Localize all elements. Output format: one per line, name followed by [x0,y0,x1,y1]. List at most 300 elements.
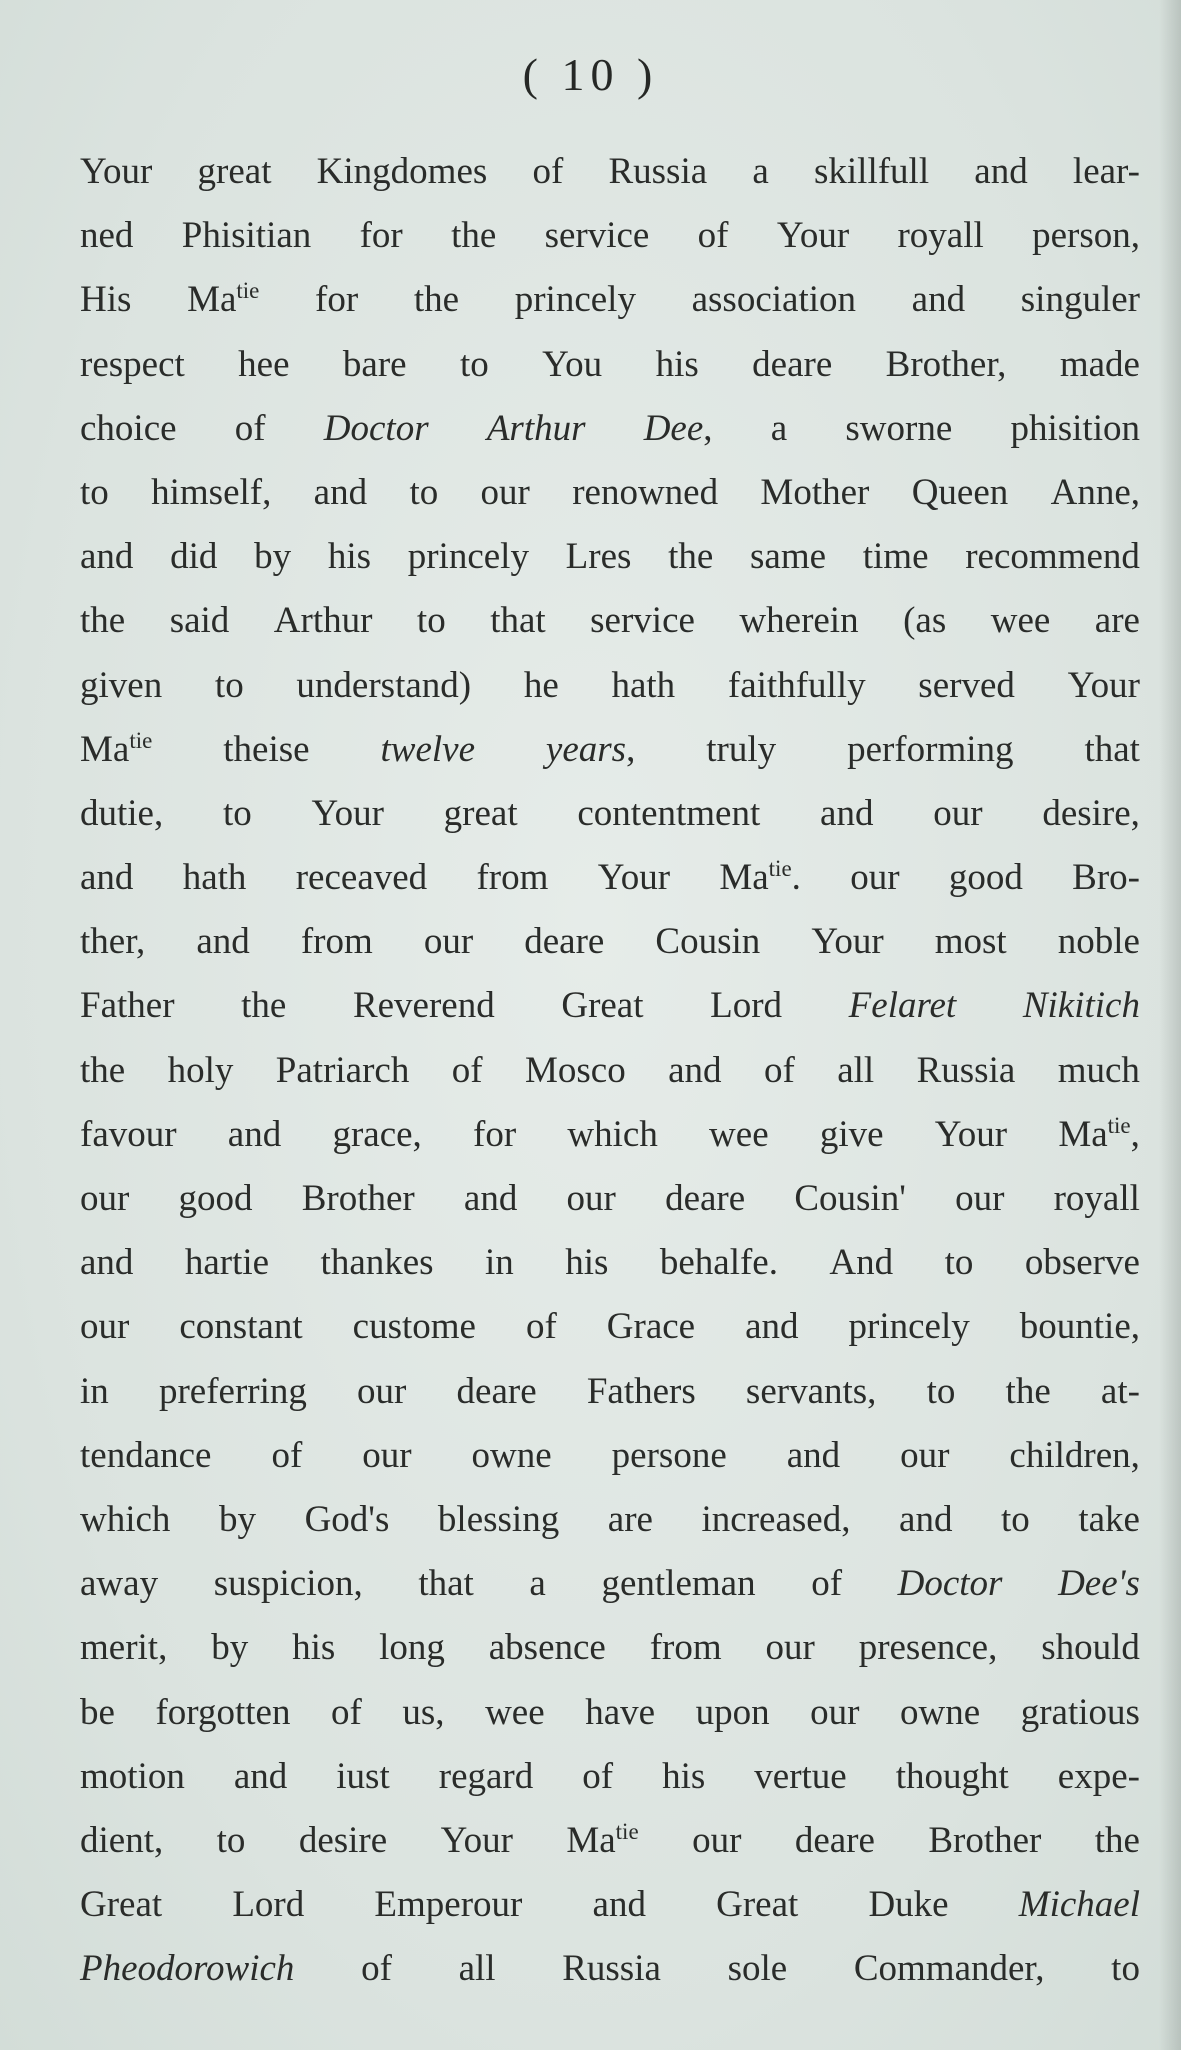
word: that [418,1563,474,1605]
word-token [317,140,488,204]
word-token [612,1424,727,1488]
word: of [271,1434,303,1476]
word-token [214,1552,363,1616]
word: to [459,343,489,385]
text-line [80,397,1140,461]
word-token [1072,846,1140,910]
word-token [716,1873,798,1937]
word: have [585,1691,656,1733]
word-token [728,1937,788,2001]
word: Reverend [352,985,495,1027]
word: receaved [295,857,428,899]
word: constant [179,1306,303,1348]
abbreviation-superscript: tie [129,727,153,753]
word: did [170,536,218,578]
word-token [196,910,249,974]
word: our [80,1306,130,1348]
word: for [359,215,403,257]
word-token [80,782,163,846]
word: and [313,471,368,513]
word-token [598,846,670,910]
word: absence [488,1627,606,1669]
word: our [80,1178,130,1219]
word-token [223,782,252,846]
word-token [476,846,548,910]
word-token [739,589,858,653]
word: observe [1024,1242,1140,1284]
word: Mother [760,471,870,513]
word-token [903,589,946,653]
word: his [655,343,699,385]
word: of [811,1563,843,1605]
word-token [80,910,145,974]
word-token [1051,461,1140,525]
word: Dee [643,407,704,449]
word: to [214,664,244,706]
word-token [1111,1937,1140,2001]
word: deare [456,1370,537,1412]
word: and [80,536,134,578]
word-token [660,1231,778,1295]
text-line [80,1681,1140,1745]
word-token [1054,1167,1140,1231]
word: our [810,1691,860,1733]
word-token [80,1039,125,1103]
word-token [515,268,636,332]
word-token [299,1809,387,1873]
word: served [918,664,1015,706]
word-token [1041,1616,1140,1680]
word-token [696,1681,770,1745]
word-token [80,846,133,910]
word-token [353,974,495,1038]
word-token [80,140,152,204]
word-token [234,1745,287,1809]
word: Your [776,215,850,257]
word: at- [1100,1370,1140,1412]
word-token [296,654,471,718]
word-token [223,718,309,782]
word: to [926,1370,956,1412]
word: and [233,1755,288,1797]
word: Grace [606,1306,696,1348]
word-token [777,204,849,268]
word-token [794,1167,906,1231]
word: given [80,664,163,706]
word-token [1019,1873,1140,1937]
word-token [868,1873,948,1937]
word-token [179,1295,302,1359]
word-token [276,1039,410,1103]
word: wee [990,600,1051,642]
word: of [331,1691,362,1733]
word: the [451,215,497,257]
word-token [814,140,929,204]
word: dutie, [80,792,164,834]
word: of [763,1049,795,1091]
word: by [219,1498,256,1540]
word: service [544,215,650,257]
word: renowned [572,471,719,513]
text-line [80,1937,1140,2001]
word: Cousin [655,921,761,963]
word-token [601,1552,755,1616]
word-token [565,1231,608,1295]
word-token [692,268,856,332]
word: Anne, [1050,471,1140,513]
word: which [567,1113,658,1155]
word: from [476,857,549,899]
word: long [379,1627,445,1669]
word: our [423,921,474,963]
word-token [698,204,729,268]
word-token [80,1231,133,1295]
word-token [945,1231,974,1295]
word: our [900,1434,950,1476]
word-token [490,589,545,653]
word: our [692,1819,742,1861]
word: the [241,985,287,1027]
word: wherein [739,600,859,642]
text-line [80,1745,1140,1809]
word-token [754,1745,846,1809]
word: made [1059,343,1140,385]
word: same [750,536,827,578]
word-token [441,1809,513,1873]
word: give [819,1113,884,1155]
word-token [787,1424,840,1488]
word-token [408,525,529,589]
text-line [80,268,1140,332]
word: are [607,1498,653,1540]
word-token [912,268,965,332]
word: Arthur [273,600,373,642]
word-token [811,910,883,974]
word-token [710,974,782,1038]
word: his [327,536,372,578]
word: royall [1053,1178,1140,1219]
word: Great [561,985,644,1027]
word: wee [709,1113,769,1155]
word: Russia [916,1049,1016,1091]
word-token [211,1616,248,1680]
word-token [487,397,586,461]
word-token [1006,1360,1051,1424]
word-token [292,1616,335,1680]
word-token [80,461,109,525]
word: And [829,1242,894,1284]
word: Pheodorowich [80,1948,295,1990]
word-token [380,718,475,782]
word-token [305,1488,390,1552]
word: children, [1009,1434,1140,1476]
word-token [702,1488,851,1552]
word-token [692,1809,741,1873]
page-number: ( 10 ) [522,49,659,100]
word: his [565,1242,609,1284]
word-token [168,1039,234,1103]
word: sole [727,1948,788,1990]
word: that [1084,728,1140,770]
word: preferring [158,1370,307,1412]
word-token [896,1745,1009,1809]
word-token [562,1937,661,2001]
word: Russia [562,1948,661,1990]
word: us, [402,1691,445,1733]
word-token [1010,397,1140,461]
word-token [542,333,602,397]
word-token [80,204,133,268]
word: a [752,151,769,192]
word-token [927,1360,956,1424]
word-token [935,910,1007,974]
word-token [847,718,1013,782]
word: of [234,407,266,449]
word-token [457,1360,537,1424]
word: and [899,1498,953,1540]
word: gentleman [601,1563,756,1605]
word: said [169,600,230,642]
word-token [750,525,826,589]
word-token [409,461,438,525]
word: to [944,1242,974,1284]
word-token [357,1360,406,1424]
text-line [80,1295,1140,1359]
word-token [1032,204,1140,268]
word-token [241,974,286,1038]
word: Cousin' [794,1178,906,1219]
word: to [416,600,446,642]
word-token [353,1295,476,1359]
word-token [80,1745,185,1809]
word-token [974,140,1027,204]
word-token [464,1167,517,1231]
word: are [1094,600,1140,642]
word-token [1009,1424,1139,1488]
word-token [80,397,177,461]
word-token [1073,140,1140,204]
word-token [198,140,272,204]
word-token [1021,1681,1140,1745]
word: to [223,792,252,834]
word-token [80,1295,129,1359]
word: from [649,1627,722,1669]
word-token [593,1873,646,1937]
word-token [766,1616,815,1680]
word: Ma [566,1819,616,1861]
word-token [274,589,373,653]
word-token [849,1295,970,1359]
word: he [523,664,559,706]
word: and [668,1049,722,1091]
word: Lord [232,1884,305,1926]
word-token [417,589,446,653]
word-token [532,140,563,204]
word: the [1005,1370,1051,1412]
word: Doctor [323,407,429,449]
word-token [343,333,407,397]
word: respect [80,343,185,385]
word-token [159,1360,307,1424]
word-token [719,846,801,910]
word: (as [903,600,947,642]
abbreviation-superscript: tie [768,856,792,882]
abbreviation-superscript: tie [615,1818,639,1844]
word-token [170,589,230,653]
word: twelve [380,728,475,770]
word: Fathers [586,1370,696,1412]
word-token [179,1167,253,1231]
word: Mosco [524,1049,626,1091]
word: Your [1067,664,1140,706]
word: to [1001,1498,1030,1540]
word: association [691,279,857,321]
word-token [254,525,291,589]
word: the [80,600,126,642]
word-token [752,140,768,204]
word: Ma [719,857,769,899]
text-line [80,846,1140,910]
word-token [928,1809,1041,1873]
word-token [459,1937,496,2001]
word: of [697,215,729,257]
word: recommend [965,536,1140,578]
word-token [185,1231,269,1295]
word-token [315,268,358,332]
word: great [443,792,518,834]
word: should [1041,1627,1140,1669]
word-token [414,268,459,332]
word: of [525,1306,557,1348]
word: Emperour [374,1884,523,1926]
word: Dee's [1058,1563,1140,1605]
word-token [644,397,713,461]
word: princely [848,1306,970,1348]
word: his [662,1755,706,1797]
word: our [955,1178,1005,1219]
word: iust [336,1755,390,1797]
word-token [1060,333,1140,397]
word-token [900,1424,949,1488]
text-line [80,1424,1140,1488]
word-token [1058,1039,1140,1103]
text-line [80,333,1140,397]
word-token [80,1681,115,1745]
word-token [566,525,632,589]
word-token [577,782,760,846]
word-token [331,1681,362,1745]
word: ned [80,215,134,257]
word: royall [897,215,984,257]
word: take [1078,1498,1140,1540]
word-token [336,1745,389,1809]
word: Great [716,1884,799,1926]
word-token [80,1167,129,1231]
word: much [1057,1049,1140,1091]
word-token [1078,1488,1140,1552]
word-token [849,974,957,1038]
word: and [820,792,874,834]
word: the [668,536,714,578]
word-token [526,1295,557,1359]
word: Lord [710,985,783,1027]
word: be [80,1691,115,1733]
word-token [80,654,162,718]
word-token [424,910,473,974]
word-token [665,1167,745,1231]
word-token [863,525,929,589]
word: Phisitian [181,215,312,257]
word: Bro- [1072,857,1140,899]
word: and [463,1178,518,1219]
word-token [472,1424,552,1488]
word-token [1095,589,1140,653]
word-token [662,1745,705,1809]
word-token [217,1809,246,1873]
word: our [362,1434,412,1476]
word: our [480,471,530,513]
word-token [238,333,289,397]
word-token [80,1616,167,1680]
word: person, [1032,215,1140,257]
word: and [745,1306,799,1348]
word-token [567,1103,657,1167]
word-token [771,397,787,461]
word: hath [182,857,247,899]
word-token [1058,1552,1140,1616]
word-token [232,1873,304,1937]
word-token [955,1167,1004,1231]
word: ther, [80,921,146,963]
word: princely [407,536,529,578]
word: choice [80,407,177,449]
word: in [485,1242,514,1284]
word: Brother [301,1178,415,1219]
word-token [608,140,707,204]
word: God's [304,1498,390,1540]
word: tendance [80,1434,212,1476]
word: from [300,921,373,963]
word: for [315,279,359,321]
word: and [80,1242,134,1284]
word-token [668,1039,721,1103]
word: Your [934,1113,1008,1155]
word: owne [471,1434,552,1476]
word: lear- [1072,151,1140,192]
word-token [80,268,131,332]
word: deare [752,343,833,385]
word-token [452,1039,483,1103]
word: and [227,1113,282,1155]
word: His [80,279,132,321]
text-line [80,204,1140,268]
word: and [911,279,966,321]
text-line [80,1231,1140,1295]
word: hartie [184,1242,270,1284]
word-token [151,461,271,525]
word-token [706,718,776,782]
word: and [786,1434,841,1476]
word: Queen [911,471,1009,513]
word: Duke [868,1884,949,1926]
word: , [1130,1113,1140,1155]
word-token [362,1424,411,1488]
word-token [182,204,312,268]
word-token [80,589,125,653]
word-token [650,1616,722,1680]
word: of [532,151,564,192]
word: good [178,1178,253,1219]
